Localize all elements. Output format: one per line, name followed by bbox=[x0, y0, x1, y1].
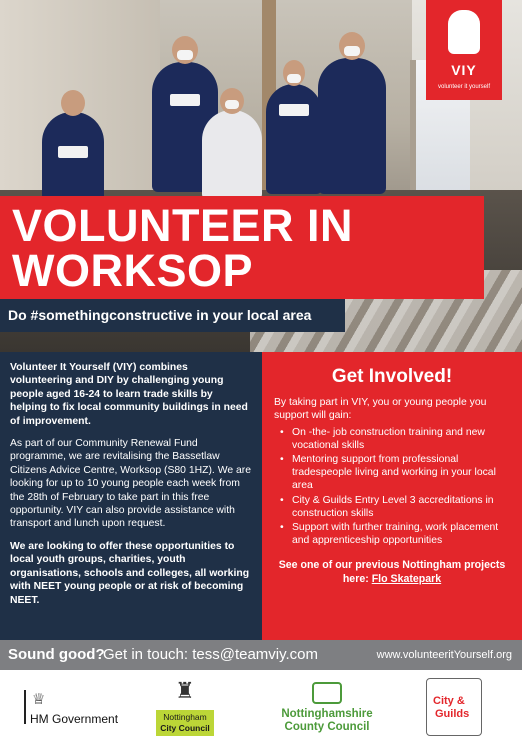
subtitle-banner bbox=[0, 299, 345, 332]
title-line-2: WORKSOP bbox=[12, 245, 254, 296]
nottingham-city-council-logo bbox=[156, 678, 214, 738]
get-involved-intro: By taking part in VIY, you or young people you support will gain: bbox=[274, 397, 487, 422]
flo-skatepark-link[interactable]: Flo Skatepark bbox=[371, 572, 442, 585]
nottinghamshire-county-council-logo bbox=[272, 682, 382, 732]
get-involved-heading: Get Involved! bbox=[331, 366, 453, 387]
volunteer-figure bbox=[318, 58, 386, 194]
county-emblem-icon bbox=[312, 682, 342, 704]
about-programme: As part of our Community Renewal Fund programme, we are revitalising the Bassetlaw Citizens Advice Centre, Worksop (S80 1HZ). We are looking for up to 10 young people each week from the 28th of February to take part in this free opportunity. VIY can also provide assistance with transport and lunch upon request. bbox=[10, 438, 251, 530]
benefit-item: • On -the- job construction training and new vocational skills bbox=[278, 426, 510, 452]
about-audience: We are looking to offer these opportunities to local youth groups, charities, youth organisations, schools and colleges, all working with NEET young people or at risk of becoming NEET. bbox=[10, 540, 250, 606]
benefits-list bbox=[278, 426, 510, 548]
nsc-label-line2: County Council bbox=[284, 721, 370, 733]
volunteer-figure bbox=[202, 110, 262, 200]
raised-hand-icon bbox=[448, 10, 480, 54]
about-intro: Volunteer It Yourself (VIY) combines volunteering and DIY by challenging young people aged 16-24 to learn trade skills by helping to fix local community buildings in need of improvement. bbox=[10, 362, 248, 427]
website-link[interactable]: www.volunteeritYourself.org bbox=[376, 649, 512, 661]
hm-government-logo bbox=[24, 688, 134, 728]
volunteer-figure bbox=[266, 84, 322, 194]
benefit-item: • Mentoring support from professional tradespeople living and working in your local area bbox=[278, 453, 510, 493]
subtitle: Do #somethingconstructive in your local area bbox=[8, 307, 312, 323]
viy-logo-text: VIY bbox=[451, 62, 477, 78]
partner-logos bbox=[0, 670, 522, 741]
viy-logo bbox=[426, 0, 502, 100]
hm-government-label: HM Government bbox=[30, 712, 119, 726]
coat-of-arms-icon: ♜ bbox=[175, 678, 195, 703]
volunteer-figure bbox=[42, 112, 104, 202]
title-line-1: VOLUNTEER IN bbox=[12, 200, 354, 251]
contact-email[interactable]: Get in touch: tess@teamviy.com bbox=[103, 646, 319, 663]
ncc-label-line1: Nottingham bbox=[163, 712, 207, 722]
royal-crest-icon: ♕ bbox=[32, 691, 46, 708]
divider bbox=[24, 690, 26, 724]
cta-text: See one of our previous Nottingham projects here: bbox=[278, 559, 506, 585]
cg-label-line1: City & bbox=[433, 695, 465, 707]
viy-logo-tagline: volunteer it yourself bbox=[437, 84, 491, 90]
previous-project-cta bbox=[274, 559, 510, 585]
contact-bar bbox=[0, 640, 522, 670]
city-and-guilds-logo bbox=[426, 678, 482, 736]
sound-good-label: Sound good? bbox=[8, 646, 105, 663]
cg-label-line2: Guilds bbox=[435, 708, 470, 720]
benefit-item: • City & Guilds Entry Level 3 accreditations in construction skills bbox=[278, 494, 510, 520]
ncc-label-line2: City Council bbox=[160, 723, 210, 733]
get-involved-panel bbox=[262, 352, 522, 640]
about-panel bbox=[0, 352, 262, 640]
title-banner bbox=[0, 196, 484, 299]
nsc-label-line1: Nottinghamshire bbox=[281, 708, 373, 720]
benefit-item: • Support with further training, work placement and apprenticeship opportunities bbox=[278, 521, 510, 547]
